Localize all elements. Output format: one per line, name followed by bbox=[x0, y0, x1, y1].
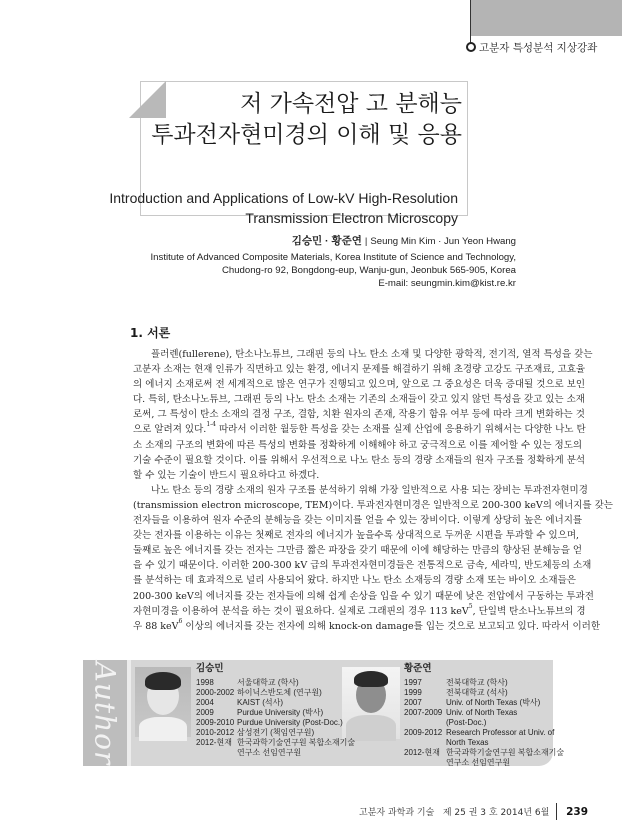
body-line: 둘째로 높은 에너지를 갖는 전자는 그만큼 짧은 파장을 갖기 때문에 이에 해당하는 만큼의 향상된 분해능을 얻 bbox=[133, 545, 583, 557]
bio-name: 김승민 bbox=[196, 663, 224, 674]
shirt-shape bbox=[139, 717, 187, 741]
body-fragment: 이상의 에너지를 갖는 전자에 의해 knock-on damage를 입는 것으로 보고되고 있다. 따라서 이러한 bbox=[182, 620, 600, 632]
bio-desc: Univ. of North Texas (박사) bbox=[446, 698, 541, 707]
bio-desc: 전북대학교 (석사) bbox=[446, 688, 508, 697]
section-heading: 1. 서론 bbox=[130, 326, 171, 340]
bio-year: 2010-2012 bbox=[196, 728, 235, 737]
bio-year: 2007 bbox=[404, 698, 422, 707]
bio-row bbox=[404, 718, 564, 728]
english-title-line: Transmission Electron Microscopy bbox=[245, 210, 458, 226]
page-number: 239 bbox=[566, 806, 588, 818]
bio-desc: Univ. of North Texas bbox=[446, 708, 518, 717]
author-block bbox=[151, 235, 516, 290]
body-line: 나노 탄소 등의 경량 소재의 원자 구조를 분석하기 위해 가장 일반적으로 사용 되는 장비는 투과전자현미경 bbox=[151, 484, 588, 496]
author-names bbox=[151, 235, 516, 248]
body-line bbox=[133, 602, 586, 619]
bio-year: 2007-2009 bbox=[404, 708, 443, 717]
body-line: (transmission electron microscope, TEM)이다. 투과전자현미경은 일반적으로 200-300 keV의 에너지를 갖는 bbox=[133, 499, 613, 511]
bio-year bbox=[404, 718, 446, 728]
citation: 5 bbox=[468, 602, 473, 610]
author-names-korean: 김승민 · 황준연 bbox=[291, 235, 362, 247]
bio-desc: 연구소 선임연구원 bbox=[446, 758, 511, 767]
bio-row bbox=[404, 688, 564, 698]
email-line[interactable]: E-mail: seungmin.kim@kist.re.kr bbox=[378, 278, 516, 289]
bio-year: 1999 bbox=[404, 688, 422, 697]
bio-row bbox=[404, 758, 564, 768]
body-line: 다. 특히, 탄소나노튜브, 그래핀 등의 나노 탄소 소재는 기존의 소재들이 갖고 있지 않던 특성을 갖고 있는 소재 bbox=[133, 394, 585, 406]
body-line: 를 분석하는 데 효과적으로 널리 사용되어 왔다. 하지만 나노 탄소 소재등의 경량 소재 또는 바이오 소재들은 bbox=[133, 575, 576, 587]
bio-history bbox=[196, 678, 355, 758]
bio-desc: Purdue University (박사) bbox=[237, 708, 324, 717]
hair-shape bbox=[354, 671, 388, 687]
body-line: 소 소재의 구조의 변화에 따른 특성의 변화를 정확하게 이해해야 하고 궁극적으로 이를 제어할 수 있는 정도의 bbox=[133, 439, 583, 451]
author-photo-kim bbox=[135, 667, 191, 737]
circle-bullet-icon bbox=[466, 42, 476, 52]
bio-history bbox=[404, 678, 564, 768]
header-decoration-bar bbox=[470, 0, 622, 36]
english-title-line: Introduction and Applications of Low-kV High-Resolution bbox=[109, 190, 458, 206]
korean-title bbox=[151, 89, 462, 151]
series-label bbox=[466, 40, 597, 55]
issue-info: 제 25 권 3 호 2014년 6월 bbox=[442, 808, 550, 818]
bio-desc: North Texas bbox=[446, 738, 489, 747]
body-line: 기술 수준이 필요할 것이다. 이를 위해서 우선적으로 나노 탄소 등의 경량 소재들의 원자 구조를 정확하게 분석 bbox=[133, 454, 586, 466]
bio-row bbox=[404, 728, 564, 738]
citation: 6 bbox=[178, 617, 183, 625]
bio-row bbox=[196, 688, 355, 698]
bio-row bbox=[196, 678, 355, 688]
bio-year bbox=[404, 738, 446, 748]
bio-row bbox=[196, 748, 355, 758]
bio-year: 1997 bbox=[404, 678, 422, 687]
bio-year: 2012-현재 bbox=[404, 748, 440, 757]
bio-desc: 삼성전기 (책임연구원) bbox=[237, 728, 315, 737]
body-line: 고분자 소재는 현재 인류가 직면하고 있는 환경, 에너지 문제를 해결하기 위해 초경량 고강도 구조재료, 고효율 bbox=[133, 364, 586, 376]
body-line: 200-300 keV의 에너지를 갖는 전자들에 의해 쉽게 손상을 입을 수 있기 때문에 낮은 전압에서 구동하는 투과전 bbox=[133, 590, 594, 602]
author-label: Author bbox=[88, 661, 122, 765]
body-text bbox=[133, 347, 613, 634]
body-line: 할 수 있는 기술이 반드시 필요하다고 하겠다. bbox=[133, 469, 320, 481]
bio-name: 황준연 bbox=[404, 663, 432, 674]
body-line: 플러렌(fullerene), 탄소나노튜브, 그래핀 등의 나노 탄소 소재 및 다양한 광학적, 전기적, 열적 특성을 갖는 bbox=[151, 349, 593, 360]
bio-year bbox=[196, 748, 237, 758]
bio-year: 2009 bbox=[196, 708, 214, 717]
bio-row bbox=[196, 738, 355, 748]
bio-row bbox=[404, 738, 564, 748]
author-divider bbox=[127, 660, 131, 766]
body-line: 로써, 그 특성이 탄소 소재의 결정 구조, 결함, 치환 원자의 존재, 작용기 함유 여부 등에 따라 크게 변화하는 것 bbox=[133, 409, 585, 421]
bio-row bbox=[404, 748, 564, 758]
body-line: 을 수 있기 때문이다. 이러한 200-300 kV 급의 투과전자현미경들은 전통적으로 금속, 세라믹, 반도체등의 소재 bbox=[133, 560, 592, 572]
bio-desc: KAIST (석사) bbox=[237, 698, 283, 707]
bio-desc: 서울대학교 (학사) bbox=[237, 678, 299, 687]
body-line: 갖는 전자를 이용하는 이유는 첫째로 전자의 에너지가 높을수록 상대적으로 두꺼운 시편을 투과할 수 있으며, bbox=[133, 530, 580, 542]
body-fragment: 따라서 이러한 월등한 특성을 갖는 소재를 실제 산업에 응용하기 위해서는 다양한 나노 탄 bbox=[215, 424, 586, 436]
bio-year: 2012-현재 bbox=[196, 738, 232, 747]
korean-title-line: 투과전자현미경의 이해 및 응용 bbox=[151, 122, 462, 148]
bio-desc: Purdue University (Post-Doc.) bbox=[237, 718, 343, 727]
body-line: 의 에너지 소재로써 전 세계적으로 많은 연구가 진행되고 있으며, 앞으로 그 중요성은 더욱 증대될 것으로 보인 bbox=[133, 379, 586, 391]
footer-divider bbox=[556, 803, 557, 820]
bio-row bbox=[196, 728, 355, 738]
body-fragment: 자현미경을 이용하여 분석을 하는 것이 필요하다. 실제로 그래핀의 경우 113 keV bbox=[133, 605, 469, 617]
author-bio-hwang bbox=[404, 664, 564, 768]
bio-row bbox=[196, 718, 355, 728]
body-fragment: , 단일벽 탄소나노튜브의 경 bbox=[472, 605, 586, 617]
english-title bbox=[109, 188, 458, 228]
bio-year bbox=[404, 758, 446, 768]
author-separator: | bbox=[364, 236, 368, 247]
citation: 1-4 bbox=[206, 421, 216, 429]
body-fragment: 으로 알려져 있다. bbox=[133, 424, 207, 436]
bio-desc: 한국과학기술연구원 복합소재기술 bbox=[446, 748, 565, 757]
korean-title-line: 저 가속전압 고 분해능 bbox=[240, 91, 462, 117]
bio-year: 2009-2010 bbox=[196, 718, 235, 727]
bio-desc: 한국과학기술연구원 복합소재기술 bbox=[237, 738, 356, 747]
body-line bbox=[133, 421, 586, 437]
affiliation-line: Chudong-ro 92, Bongdong-eup, Wanju-gun, Jeonbuk 565-905, Korea bbox=[221, 265, 516, 276]
bio-row bbox=[404, 708, 564, 718]
bio-year: 2004 bbox=[196, 698, 214, 707]
page-footer bbox=[359, 803, 588, 820]
author-bio-kim bbox=[196, 664, 355, 758]
body-line: 전자들을 이용하여 원자 수준의 분해능을 갖는 이미지를 얻을 수 있는 장비이다. 이렇게 상당히 높은 에너지를 bbox=[133, 515, 583, 527]
bio-desc: Research Professor at Univ. of bbox=[446, 728, 555, 737]
bio-desc: 하이닉스반도체 (연구원) bbox=[237, 688, 322, 697]
bio-row bbox=[196, 698, 355, 708]
bio-row bbox=[404, 678, 564, 688]
body-line bbox=[133, 617, 600, 634]
bio-desc: (Post-Doc.) bbox=[446, 718, 487, 727]
bio-desc: 전북대학교 (학사) bbox=[446, 678, 508, 687]
hair-shape bbox=[145, 672, 181, 690]
affiliation-line: Institute of Advanced Composite Materials, Korea Institute of Science and Technology, bbox=[150, 252, 516, 263]
journal-name: 고분자 과학과 기술 bbox=[359, 808, 435, 818]
bio-year: 1998 bbox=[196, 678, 214, 687]
series-name: 고분자 특성분석 지상강좌 bbox=[479, 42, 598, 54]
bio-row bbox=[404, 698, 564, 708]
bio-year: 2000-2002 bbox=[196, 688, 235, 697]
author-names-english: Seung Min Kim · Jun Yeon Hwang bbox=[370, 236, 516, 247]
bio-desc: 연구소 선임연구원 bbox=[237, 748, 302, 757]
bio-year: 2009-2012 bbox=[404, 728, 443, 737]
body-fragment: 우 88 keV bbox=[133, 620, 179, 632]
bio-row bbox=[196, 708, 355, 718]
